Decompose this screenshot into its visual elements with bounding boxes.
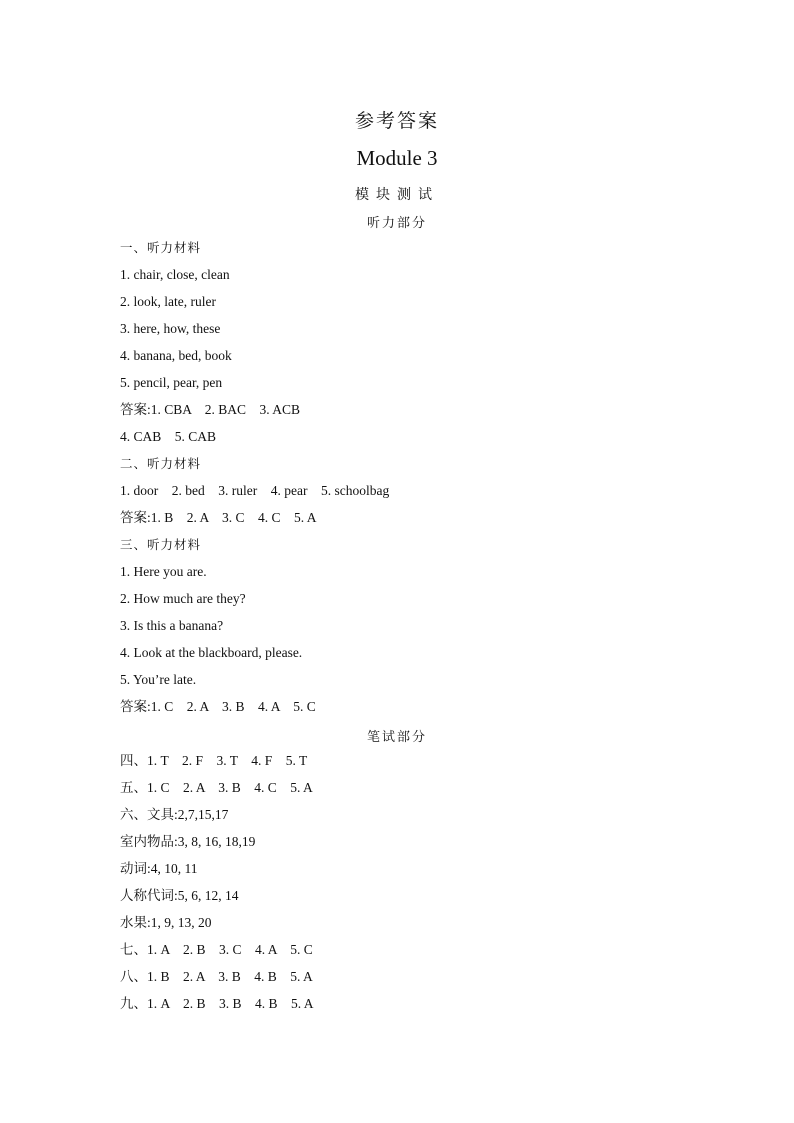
part1-title: 一、听力材料 (120, 240, 202, 255)
part3-title: 三、听力材料 (120, 537, 202, 552)
page-title: 参考答案 (354, 110, 439, 132)
written-answer-line: 人称代词:5, 6, 12, 14 (120, 888, 239, 903)
part2-title: 二、听力材料 (120, 456, 202, 471)
written-answer-line: 九、1. A 2. B 3. B 4. B 5. A (120, 996, 314, 1011)
written-answer-line: 室内物品:3, 8, 16, 18,19 (120, 834, 256, 849)
written-answer-line: 八、1. B 2. A 3. B 4. B 5. A (120, 969, 313, 984)
written-answer-line: 动词:4, 10, 11 (120, 861, 198, 876)
part1-item: 2. look, late, ruler (120, 294, 216, 309)
written-answer-line: 五、1. C 2. A 3. B 4. C 5. A (120, 780, 313, 795)
part3-item: 3. Is this a banana? (120, 618, 224, 633)
written-answer-line: 四、1. T 2. F 3. T 4. F 5. T (120, 753, 308, 768)
written-heading: 笔试部分 (366, 730, 427, 745)
written-answer-line: 水果:1, 9, 13, 20 (120, 915, 212, 930)
part1-answer: 答案:1. CBA 2. BAC 3. ACB (120, 402, 301, 417)
part2-answer: 答案:1. B 2. A 3. C 4. C 5. A (120, 510, 317, 525)
listening-heading: 听力部分 (366, 216, 427, 231)
module-title: Module 3 (356, 146, 438, 170)
test-subtitle: 模块测试 (355, 187, 439, 203)
part3-item: 2. How much are they? (120, 591, 246, 606)
part3-item: 4. Look at the blackboard, please. (120, 645, 303, 660)
written-answer-line: 六、文具:2,7,15,17 (120, 807, 229, 822)
part3-answer: 答案:1. C 2. A 3. B 4. A 5. C (120, 699, 316, 714)
part1-item: 4. banana, bed, book (120, 348, 232, 363)
part2-items: 1. door 2. bed 3. ruler 4. pear 5. schoolbag (120, 483, 390, 498)
part1-answer-cont: 4. CAB 5. CAB (120, 429, 217, 444)
part1-item: 3. here, how, these (120, 321, 221, 336)
part3-item: 5. You’re late. (120, 672, 197, 687)
part1-item: 1. chair, close, clean (120, 267, 230, 282)
part1-item: 5. pencil, pear, pen (120, 375, 223, 390)
written-answer-line: 七、1. A 2. B 3. C 4. A 5. C (120, 942, 313, 957)
part3-item: 1. Here you are. (120, 564, 207, 579)
